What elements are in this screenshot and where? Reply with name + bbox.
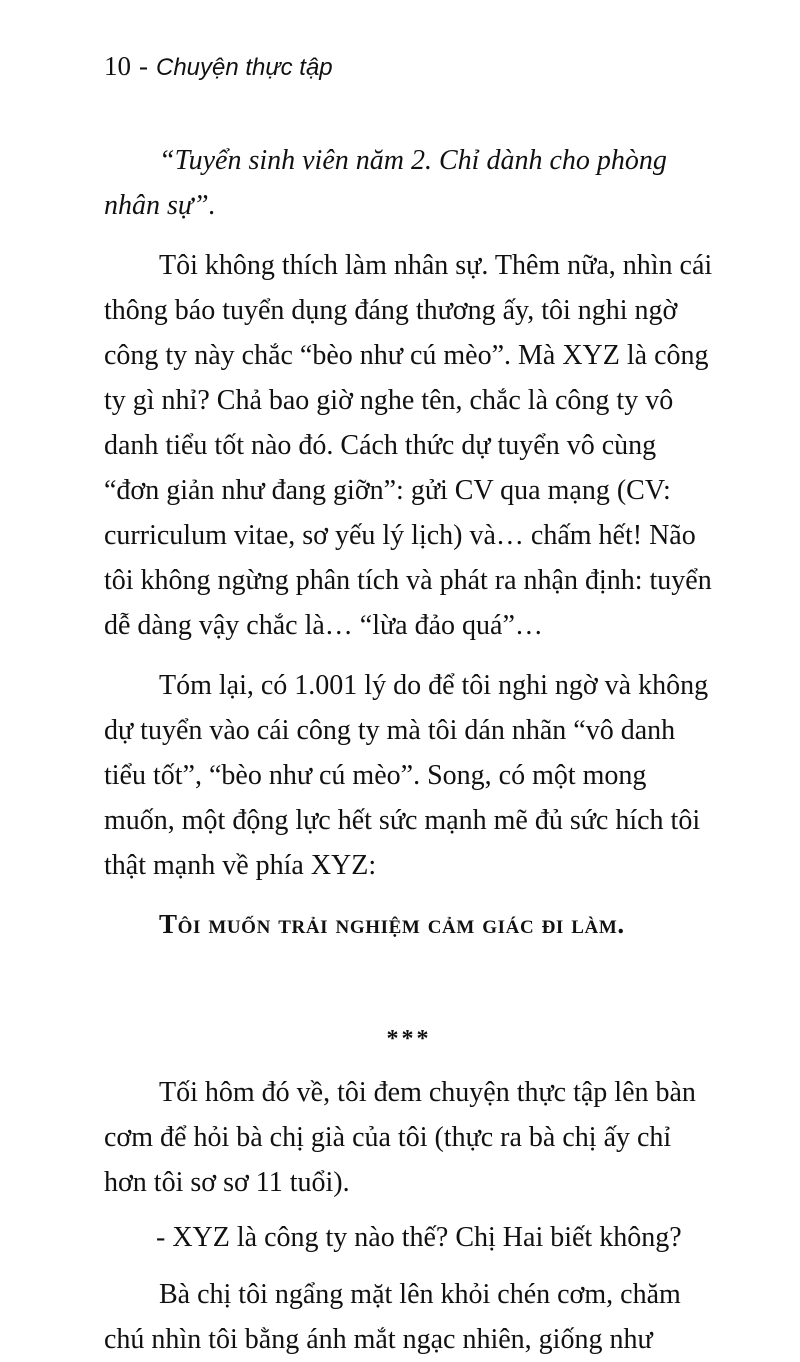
paragraph: Tôi không thích làm nhân sự. Thêm nữa, nhìn cái thông báo tuyển dụng đáng thương ấy, tôi nghi ngờ công ty này chắc “bèo như cú mèo”. Mà XYZ là công ty gì nhỉ? Chả bao giờ nghe tên, chắc là công ty vô danh tiểu tốt nào đó. Cách thức dự tuyển vô cùng “đơn giản như đang giỡn”: gửi CV qua mạng (CV: curriculum vitae, sơ yếu lý lịch) và… chấm hết! Não tôi không ngừng phân tích và phát ra nhận định: tuyển dễ dàng vậy chắc là… “lừa đảo quá”… [104,250,713,641]
paragraph: Tóm lại, có 1.001 lý do để tôi nghi ngờ và không dự tuyển vào cái công ty mà tôi dán nhãn “vô danh tiểu tốt”, “bèo như cú mèo”. Song, có một mong muốn, một động lực hết sức mạnh mẽ đủ sức hích tôi thật mạnh về phía XYZ: [104,670,709,881]
chapter-title: Chuyện thực tập [156,54,333,81]
page-number: 10 [104,51,131,81]
header-separator: - [139,51,148,81]
paragraph: Tối hôm đó về, tôi đem chuyện thực tập lên bàn cơm để hỏi bà chị già của tôi (thực ra bà chị ấy chỉ hơn tôi sơ sơ 11 tuổi). [104,1077,696,1198]
running-header [104,46,333,88]
paragraph: Bà chị tôi ngẩng mặt lên khỏi chén cơm, chăm chú nhìn tôi bằng ánh mắt ngạc nhiên, giống như [104,1279,681,1355]
emphasis-line: Tôi muốn trải nghiệm cảm giác đi làm. [159,909,625,939]
body-text [104,138,714,1362]
dialogue-line: - XYZ là công ty nào thế? Chị Hai biết không? [156,1222,682,1253]
paragraph-quote: “Tuyển sinh viên năm 2. Chỉ dành cho phòng nhân sự”. [104,145,667,221]
section-break: *** [386,1026,432,1052]
